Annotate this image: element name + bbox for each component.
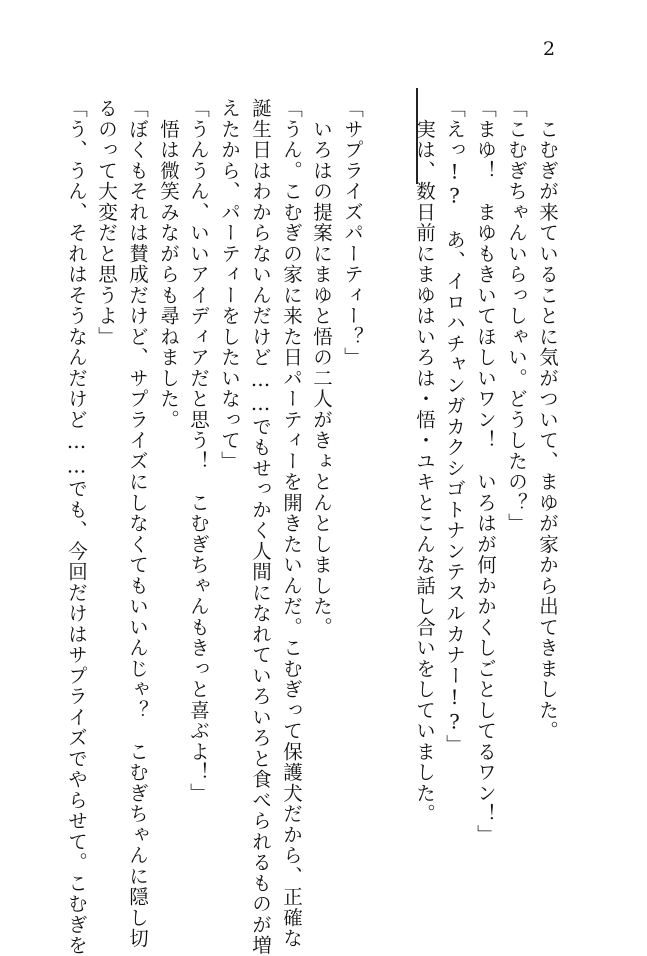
text-line: 「サプライズパーティー？」 [341,98,364,368]
text-line: いろはの提案にまゆと悟の二人がきょとんとしました。 [310,98,333,638]
text-line: 実は、数日前にまゆはいろは・悟・ユキとこんな話し合いをしていました。 [413,98,436,825]
text-line: えたから、パーティーをしたいなって」 [218,98,241,472]
text-line: 「ぼくもそれは賛成だけど、サプライズにしなくてもいいんじゃ？ こむぎちゃんに隠し切 [126,98,149,949]
text-line: 「こむぎちゃんいらっしゃい。どうしたの？」 [505,98,528,534]
body-text [0,98,647,956]
text-line: 「えっ!? あ、イロハチャンガカクシゴトナンテスルカナー!?」 [443,98,466,756]
text-line: 誕生日はわからないんだけど……でもせっかく人間になれていろいろと食べられるものが増 [249,98,272,956]
page-number: 2 [543,38,556,60]
text-line: 悟は微笑みながらも尋ねました。 [157,98,180,430]
text-line: 「まゆ！ まゆもきいてほしいワン！ いろはが何かかくしごとしてるワン！」 [474,98,497,845]
text-line: 「うんうん、いいアイディアだと思う！ こむぎちゃんもきっと喜ぶよ！」 [187,98,210,804]
text-line: 「う、うん、それはそうなんだけど……でも、今回だけはサプライズでやらせて。こむぎを [65,98,88,956]
text-line: こむぎが来ていることに気がついて、まゆが家から出てきました。 [536,98,559,742]
text-line: るのって大変だと思うよ」 [95,98,118,347]
text-line: 「うん。こむぎの家に来た日パーティーを開きたいんだ。こむぎって保護犬だから、正確な [280,98,303,949]
